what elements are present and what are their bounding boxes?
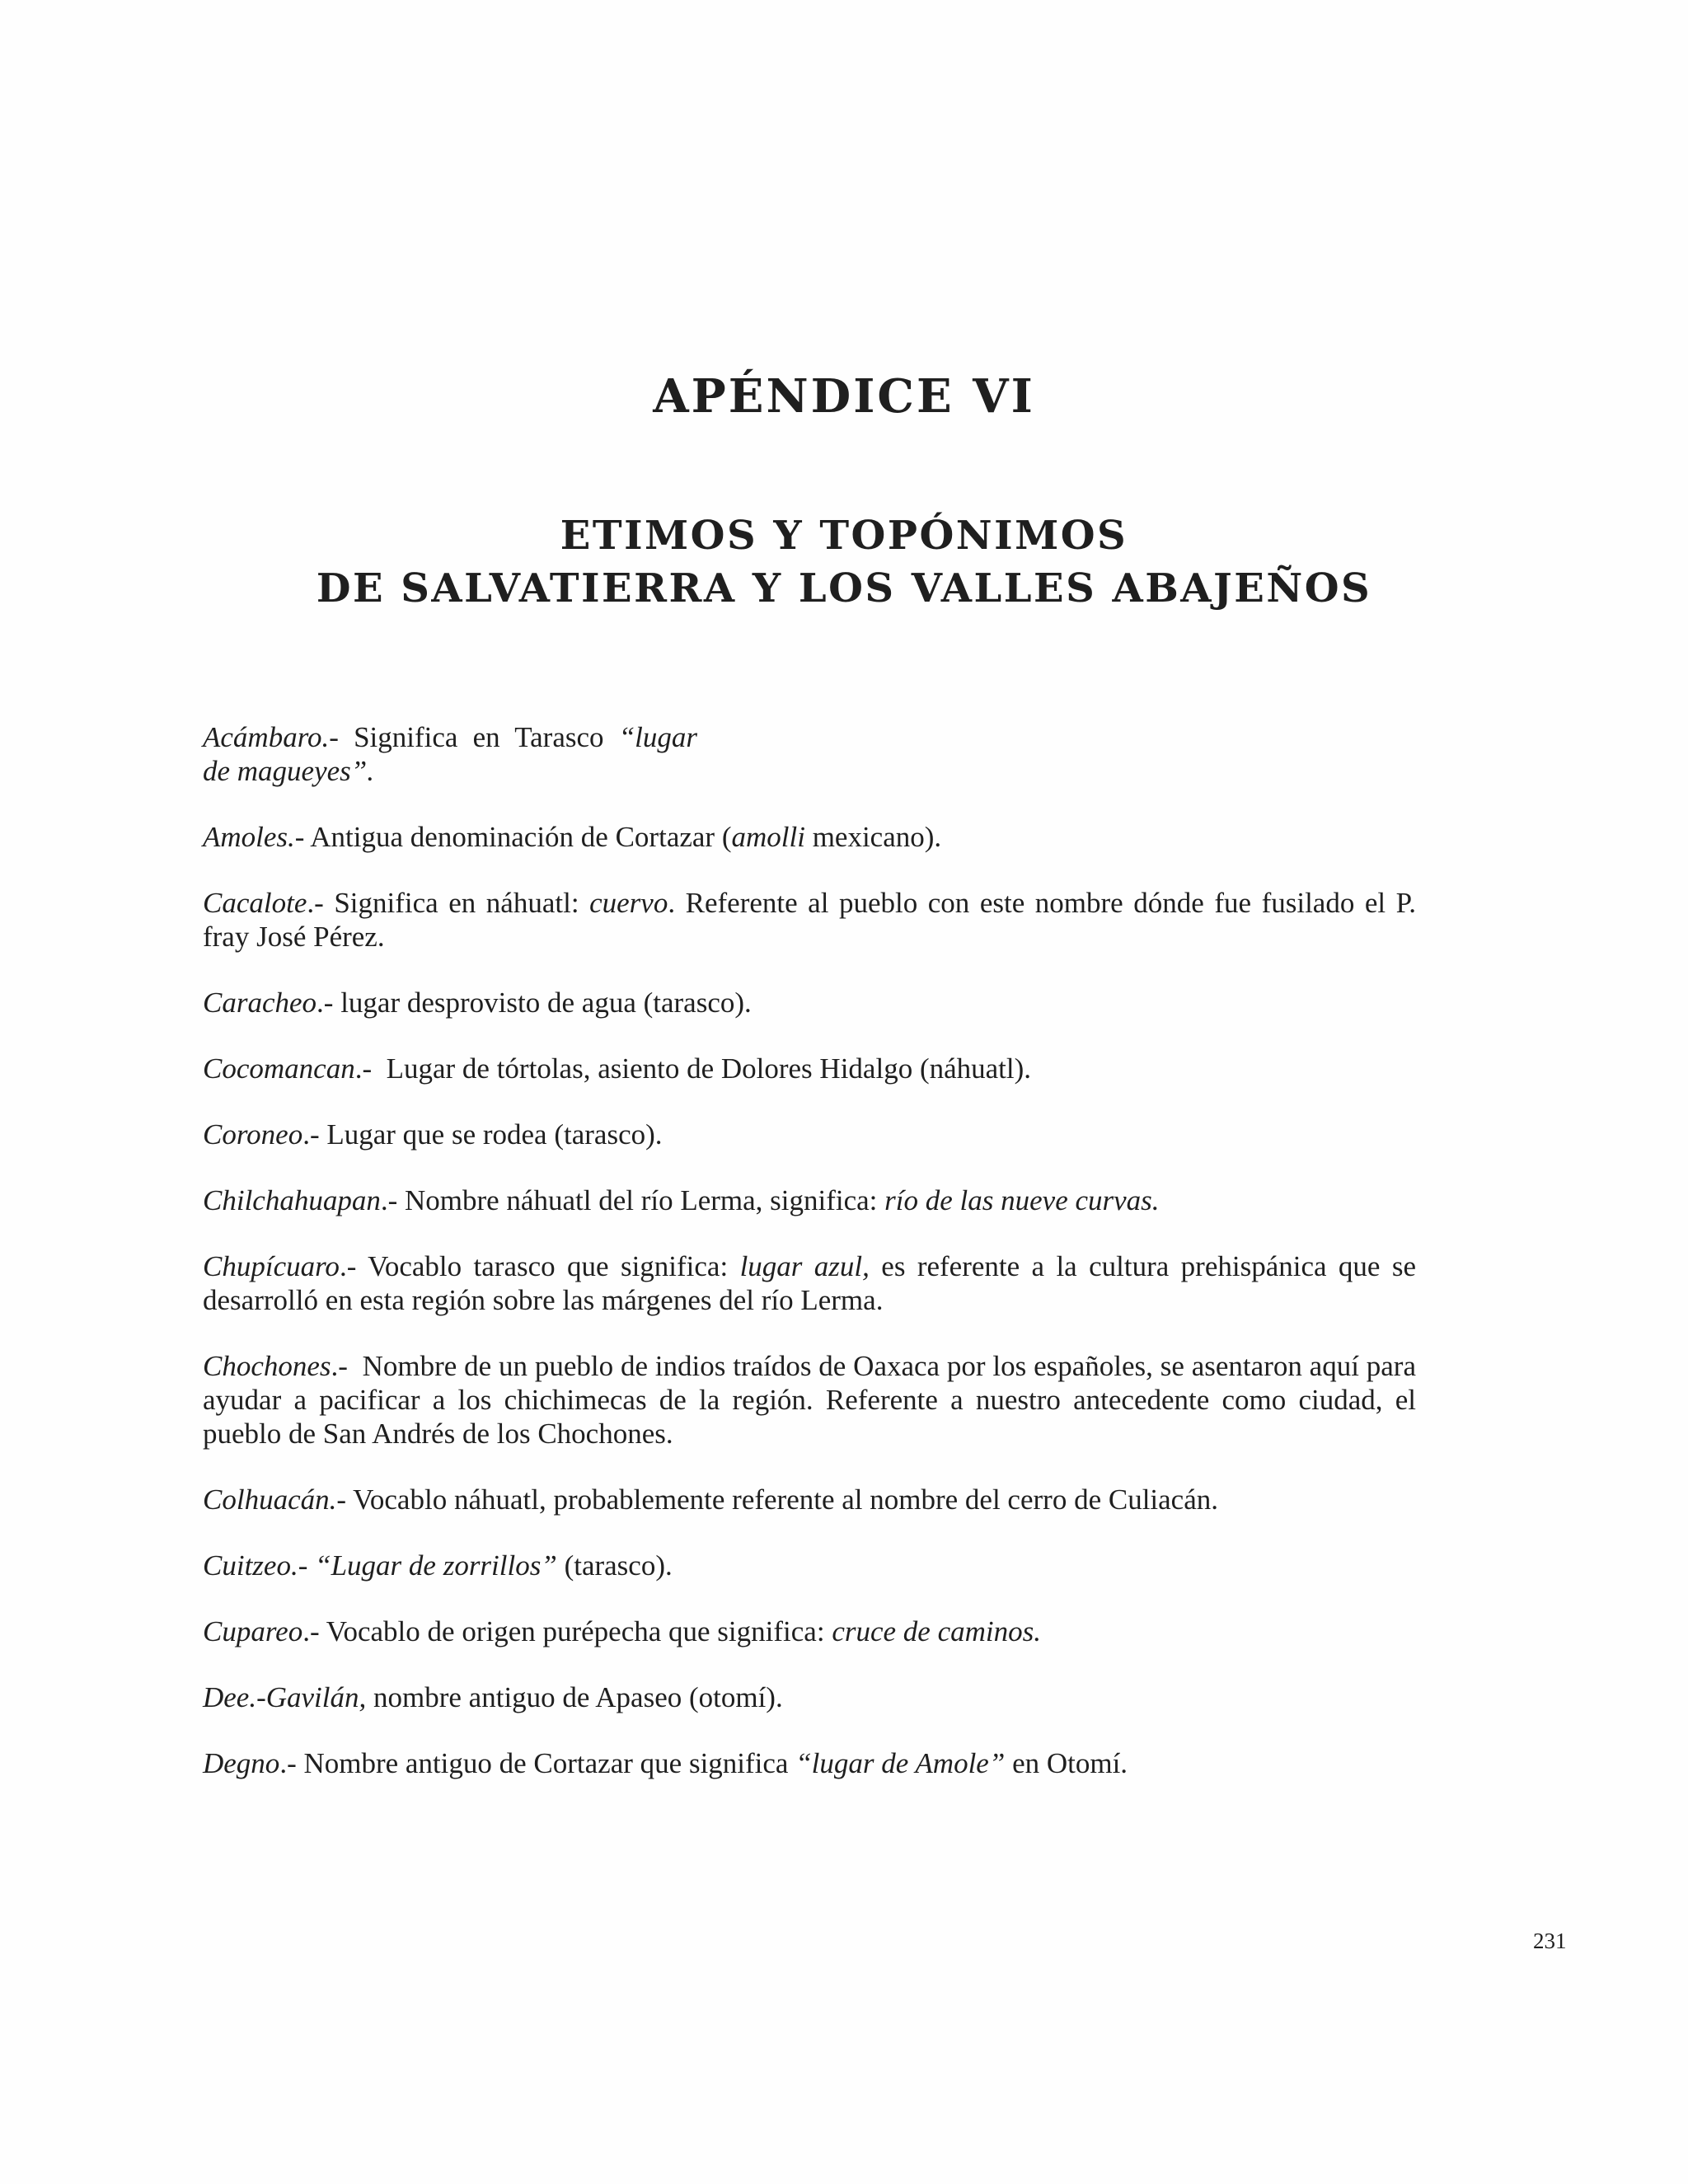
entry-amoles [203, 820, 1416, 854]
entry-term: Cupareo [203, 1615, 303, 1647]
entry-cupareo [203, 1615, 1416, 1648]
entry-chilchahuapan [203, 1183, 1416, 1217]
entry-text [307, 1549, 315, 1582]
appendix-heading: APÉNDICE VI [653, 369, 1035, 424]
entry-italic-text: río de las nueve curvas. [884, 1184, 1160, 1216]
entry-cacalote [203, 886, 1416, 954]
entry-term: Caracheo [203, 987, 317, 1019]
entry-cocomancan [203, 1052, 1416, 1085]
entry-text: es referente a la cultura prehispánica que se desarrolló en esta región sobre las márgenes del río Lerma. [203, 1250, 1416, 1316]
entry-acambaro [203, 720, 697, 788]
entry-cuitzeo [203, 1549, 1416, 1582]
entry-colhuacan [203, 1483, 1416, 1516]
entry-text: Vocablo náhuatl, probablemente referente al nombre del cerro de Culiacán. [346, 1483, 1218, 1516]
entry-term: Cuitzeo.- [203, 1549, 308, 1582]
entry-text: mexicano). [804, 821, 942, 853]
entry-text: .- Lugar de tórtolas, asiento de Dolores Hidalgo (náhuatl). [354, 1052, 1032, 1085]
entry-text: en Otomí. [1005, 1747, 1128, 1779]
entry-text: .- Nombre náhuatl del río Lerma, significa: [380, 1184, 885, 1216]
entry-degno [203, 1746, 1416, 1780]
entry-term: Degno [203, 1747, 280, 1779]
entry-italic-text: “lugar de magueyes”. [203, 721, 697, 787]
section-title [0, 509, 1688, 615]
entry-text: Significa en Tarasco [338, 721, 619, 753]
entry-term: Dee.-Gavilán, [203, 1681, 367, 1713]
entry-italic-text: lugar azul, [739, 1250, 870, 1282]
entry-chupicuaro [203, 1249, 1416, 1317]
entry-text: .- Nombre de un pueblo de indios traídos de Oaxaca por los españoles, se asentaron aquí para ayudar a pacificar a los chichimecas de la región. Referente a nuestro antecedente como ciudad, el pueblo de San Andrés de los Chochones. [203, 1350, 1423, 1450]
entry-term: Cacalote [203, 887, 307, 919]
entry-caracheo [203, 986, 1416, 1019]
entry-term: Colhuacán.- [203, 1483, 347, 1516]
entry-term: Chochones [203, 1350, 331, 1382]
entry-italic-text: “Lugar de zorrillos” [315, 1549, 557, 1582]
entry-text: .- lugar desprovisto de agua (tarasco). [316, 987, 752, 1019]
entry-italic-text: cuervo [589, 887, 668, 919]
entry-italic-text: “lugar de Amole” [795, 1747, 1006, 1779]
entry-dee [203, 1680, 1416, 1714]
entry-term: Chilchahuapan [203, 1184, 381, 1216]
section-title-line-2: DE SALVATIERRA Y LOS VALLES ABAJEÑOS [316, 565, 1372, 612]
entry-text: .- Vocablo de origen purépecha que significa: [302, 1615, 832, 1647]
page-number: 231 [1533, 1929, 1567, 1953]
entry-italic-text: cruce de caminos. [832, 1615, 1041, 1647]
section-title-line-1: ETIMOS Y TOPÓNIMOS [560, 513, 1128, 559]
glossary-entries [203, 720, 1423, 1812]
entry-text: nombre antiguo de Apaseo (otomí). [366, 1681, 783, 1713]
entry-italic-text: amolli [731, 821, 805, 853]
entry-text: (tarasco). [556, 1549, 673, 1582]
entry-coroneo [203, 1118, 1416, 1151]
entry-term: Acámbaro.- [203, 721, 339, 753]
entry-text: Antigua denominación de Cortazar ( [304, 821, 732, 853]
entry-term: Amoles.- [203, 821, 305, 853]
entry-text: .- Lugar que se rodea (tarasco). [302, 1118, 663, 1151]
entry-text: .- Significa en náhuatl: [307, 887, 590, 919]
entry-text: .- Nombre antiguo de Cortazar que significa [279, 1747, 796, 1779]
entry-term: Coroneo [203, 1118, 303, 1151]
entry-chochones [203, 1349, 1423, 1451]
entry-term: Chupícuaro [203, 1250, 340, 1282]
entry-text: . Referente al pueblo con este nombre dónde fue fusilado el P. fray José Pérez. [203, 887, 1417, 953]
entry-term: Cocomancan [203, 1052, 355, 1085]
entry-text: .- Vocablo tarasco que significa: [339, 1250, 740, 1282]
